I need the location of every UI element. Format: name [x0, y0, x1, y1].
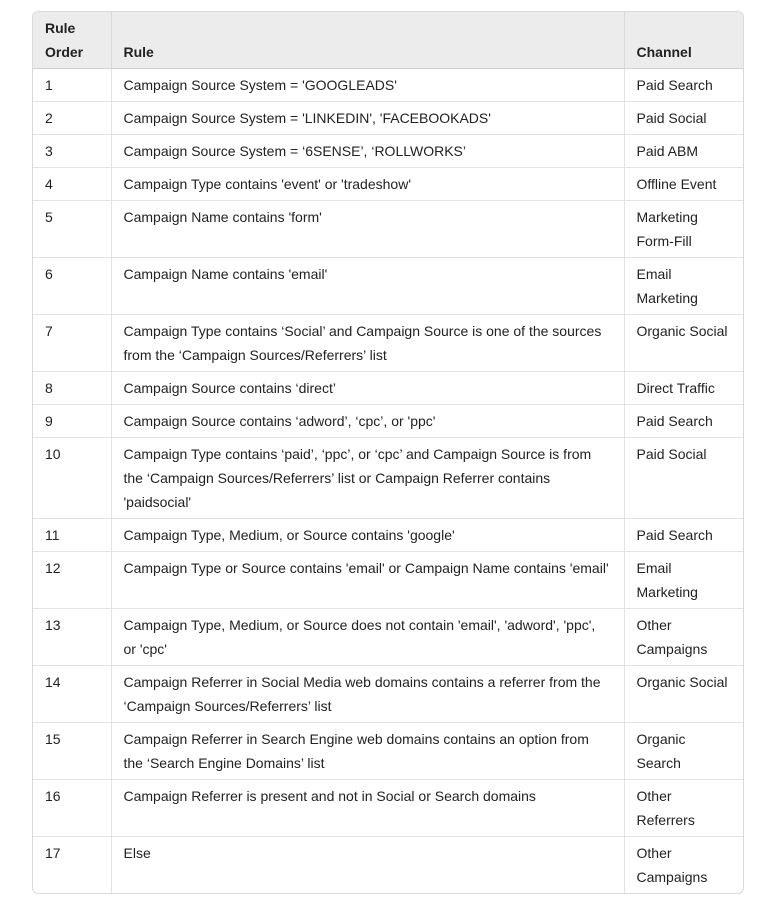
channel-cell: Other Campaigns [636, 845, 708, 885]
rule-cell: Campaign Type or Source contains 'email' or Campaign Name contains 'email' [111, 552, 624, 609]
channel-cell: Paid Social [624, 102, 743, 135]
channel-cell: Paid Social [624, 438, 743, 519]
table-row [33, 438, 743, 519]
rule-order-cell: 14 [33, 666, 111, 723]
rule-order-cell: 5 [33, 201, 111, 258]
rule-order-cell: 17 [33, 837, 111, 894]
table-row [33, 552, 743, 609]
channel-cell: Paid Search [624, 69, 743, 102]
channel-cell: Paid ABM [624, 135, 743, 168]
table-row [33, 405, 743, 438]
channel-cell: Organic Search [624, 723, 743, 780]
channel-cell: Offline Event [624, 168, 743, 201]
rule-order-cell: 13 [33, 609, 111, 666]
rule-order-cell: 7 [33, 315, 111, 372]
rule-cell: Campaign Source contains ‘direct’ [111, 372, 624, 405]
rule-order-cell: 8 [33, 372, 111, 405]
table-row [33, 780, 743, 837]
rule-cell: Campaign Type contains ‘paid’, ‘ppc’, or ‘cpc’ and Campaign Source is from the ‘Campaign Sources/Referrers’ list or Campaign Referrer contains 'paidsocial' [111, 438, 624, 519]
table-row [33, 372, 743, 405]
table-row [33, 168, 743, 201]
rule-order-cell: 6 [33, 258, 111, 315]
channel-cell: Marketing Form-Fill [624, 201, 743, 258]
table-row [33, 519, 743, 552]
channel-cell: Organic Social [624, 666, 743, 723]
channel-cell: Direct Traffic [624, 372, 743, 405]
rule-cell: Campaign Type contains 'event' or 'tradeshow' [111, 168, 624, 201]
table-row [33, 609, 743, 666]
table-row [33, 315, 743, 372]
rule-cell: Campaign Type, Medium, or Source does not contain 'email', 'adword', 'ppc', or 'cpc' [111, 609, 624, 666]
channel-cell: Paid Search [624, 519, 743, 552]
table-row [33, 723, 743, 780]
rule-order-cell: 3 [33, 135, 111, 168]
rule-cell: Campaign Source System = 'LINKEDIN', 'FACEBOOKADS' [111, 102, 624, 135]
rule-order-cell: 10 [33, 438, 111, 519]
channel-cell: Paid Search [624, 405, 743, 438]
rule-cell: Campaign Referrer in Search Engine web domains contains an option from the ‘Search Engine Domains’ list [111, 723, 624, 780]
rule-order-cell: 16 [33, 780, 111, 837]
channel-cell: Other Campaigns [624, 609, 743, 666]
header-rule: Rule [111, 12, 624, 69]
rule-cell: Campaign Referrer in Social Media web domains contains a referrer from the ‘Campaign Sources/Referrers’ list [111, 666, 624, 723]
rule-cell: Campaign Source contains ‘adword’, ‘cpc’, or 'ppc' [111, 405, 624, 438]
table-row [33, 258, 743, 315]
table-row [33, 135, 743, 168]
rule-order-cell: 12 [33, 552, 111, 609]
rule-cell: Campaign Name contains 'form' [111, 201, 624, 258]
channel-cell: Email Marketing [624, 552, 743, 609]
rule-order-cell: 2 [33, 102, 111, 135]
header-rule-order: Rule Order [33, 12, 111, 69]
table-header [33, 12, 743, 69]
rule-cell: Campaign Name contains 'email' [111, 258, 624, 315]
rule-cell: Campaign Type, Medium, or Source contains 'google' [111, 519, 624, 552]
rule-order-cell: 1 [33, 69, 111, 102]
rule-order-cell: 15 [33, 723, 111, 780]
rule-cell: Campaign Source System = 'GOOGLEADS' [111, 69, 624, 102]
channel-cell: Organic Social [624, 315, 743, 372]
channel-cell: Email Marketing [624, 258, 743, 315]
table-row [33, 666, 743, 723]
rule-cell: Campaign Referrer is present and not in Social or Search domains [111, 780, 624, 837]
rule-cell: Campaign Type contains ‘Social’ and Campaign Source is one of the sources from the ‘Campaign Sources/Referrers’ list [111, 315, 624, 372]
table-row [33, 837, 743, 894]
channel-rules-table-container [32, 11, 744, 894]
table-row [33, 102, 743, 135]
channel-cell: Other Referrers [624, 780, 743, 837]
rule-order-cell: 11 [33, 519, 111, 552]
table-body [33, 69, 743, 894]
rule-cell: Else [111, 837, 624, 894]
table-row [33, 69, 743, 102]
rule-order-cell: 4 [33, 168, 111, 201]
channel-rules-table [33, 12, 743, 893]
table-row [33, 201, 743, 258]
rule-cell: Campaign Source System = ‘6SENSE’, ‘ROLLWORKS’ [111, 135, 624, 168]
header-row [33, 12, 743, 69]
header-channel: Channel [624, 12, 743, 69]
rule-order-cell: 9 [33, 405, 111, 438]
